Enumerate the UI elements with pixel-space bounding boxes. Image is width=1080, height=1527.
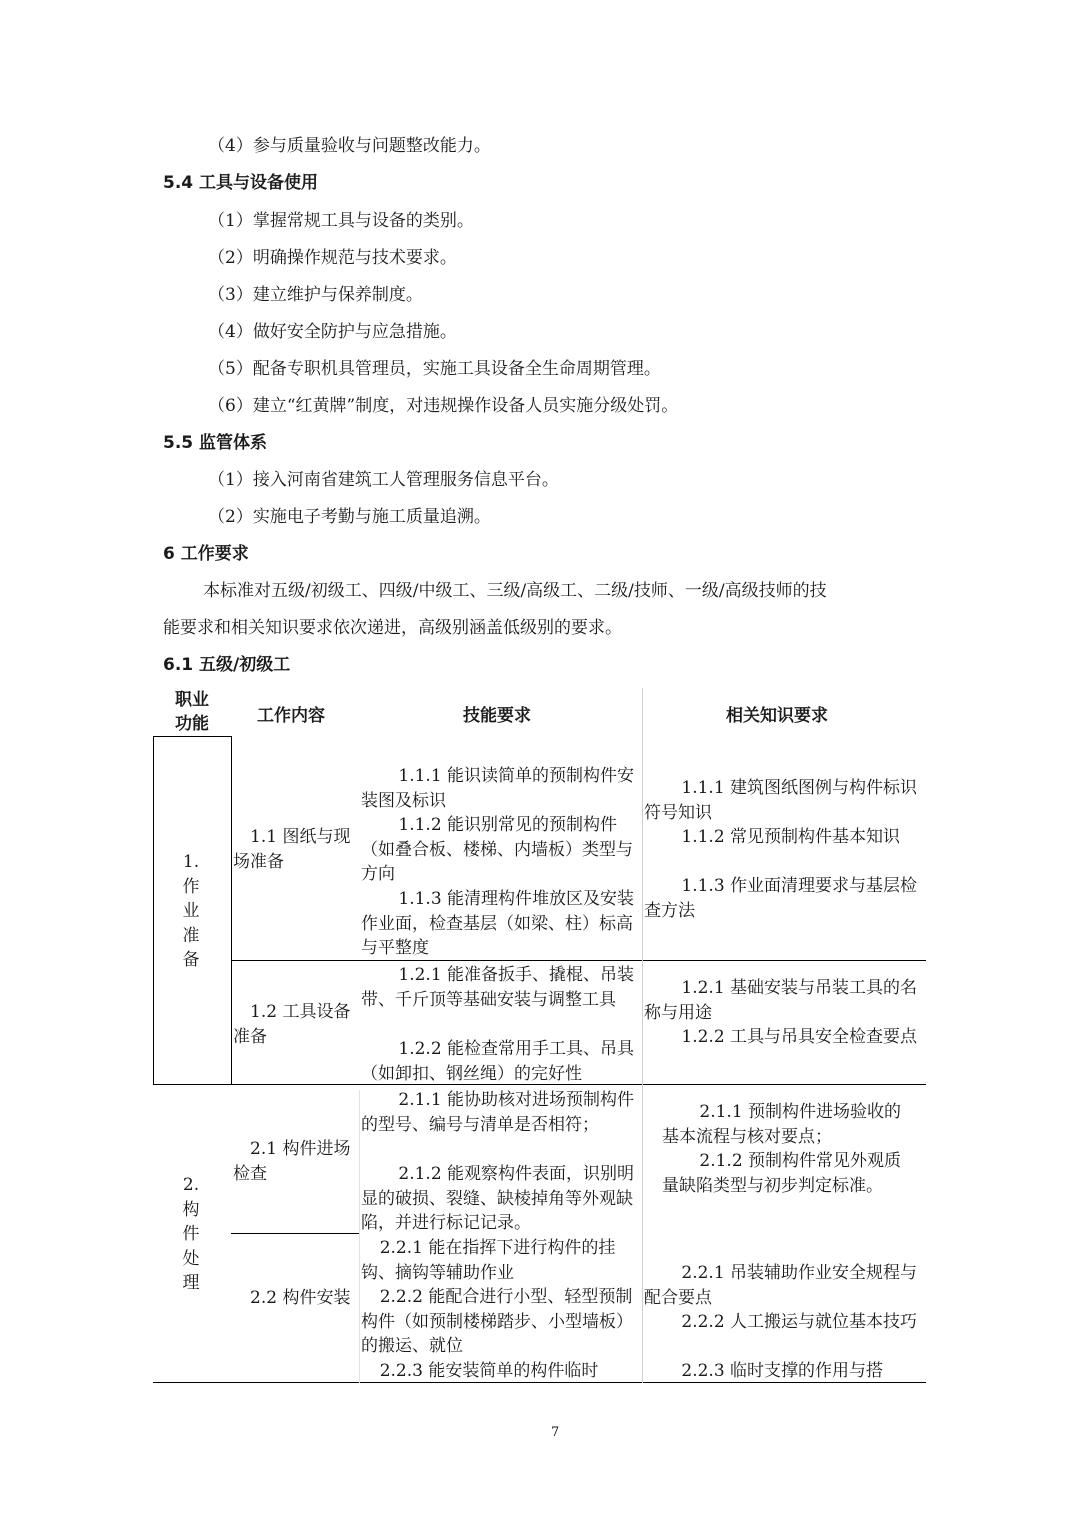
table-line	[153, 1382, 926, 1383]
paragraph-line: （3）建立维护与保养制度。	[208, 285, 423, 305]
header-function: 职业功能	[175, 690, 209, 734]
header-skill: 技能要求	[463, 706, 531, 726]
work-2-1: 2.1 构件进场检查	[233, 1139, 351, 1184]
knowledge-2-2-3: 2.2.3 临时支撑的作用与搭	[681, 1361, 884, 1381]
paragraph-line: 能要求和相关知识要求依次递进，高级别涵盖低级别的要求。	[163, 618, 622, 638]
knowledge-2-1-2: 2.1.2 预制构件常见外观质量缺陷类型与初步判定标准。	[662, 1151, 902, 1196]
skill-2-2-2: 2.2.2 能配合进行小型、轻型预制构件（如预制楼梯踏步、小型墙板）的搬运、就位	[361, 1287, 633, 1356]
knowledge-1-2-2: 1.2.2 工具与吊具安全检查要点	[681, 1027, 918, 1047]
work-1-2: 1.2 工具设备准备	[233, 1002, 351, 1047]
work-2-2: 2.2 构件安装	[250, 1288, 351, 1308]
function-1: 1.作业准备	[182, 852, 200, 970]
section-heading-5-4: 5.4 工具与设备使用	[163, 173, 319, 193]
header-content: 工作内容	[257, 706, 325, 726]
page-number: 7	[551, 1425, 560, 1440]
table-line	[642, 688, 643, 1383]
paragraph-line: （5）配备专职机具管理员，实施工具设备全生命周期管理。	[208, 359, 661, 379]
knowledge-2-1-1: 2.1.1 预制构件进场验收的基本流程与核对要点；	[662, 1102, 902, 1147]
knowledge-2-2-1: 2.2.1 吊装辅助作业安全规程与配合要点	[644, 1263, 918, 1308]
knowledge-1-2-1: 1.2.1 基础安装与吊装工具的名称与用途	[644, 978, 918, 1023]
table-line	[359, 1090, 360, 1383]
skill-1-2-2: 1.2.2 能检查常用手工具、吊具（如卸扣、钢丝绳）的完好性	[361, 1039, 635, 1084]
paragraph-line: （4）做好安全防护与应急措施。	[208, 322, 457, 342]
table-line	[153, 736, 232, 737]
section-heading-5-5: 5.5 监管体系	[163, 433, 268, 453]
skill-1-2-1: 1.2.1 能准备扳手、撬棍、吊装带、千斤顶等基础安装与调整工具	[361, 965, 635, 1010]
knowledge-1-1-2: 1.1.2 常见预制构件基本知识	[681, 827, 901, 847]
skill-1-1-2: 1.1.2 能识别常见的预制构件（如叠合板、楼梯、内墙板）类型与方向	[361, 815, 633, 884]
knowledge-2-2-2: 2.2.2 人工搬运与就位基本技巧	[681, 1312, 918, 1332]
knowledge-1-1-1: 1.1.1 建筑图纸图例与构件标识符号知识	[644, 778, 918, 823]
paragraph-line: 本标准对五级/初级工、四级/中级工、三级/高级工、二级/技师、一级/高级技师的技	[203, 581, 827, 601]
table-line	[153, 736, 154, 1085]
section-heading-6: 6 工作要求	[163, 544, 249, 564]
section-heading-6-1: 6.1 五级/初级工	[163, 655, 291, 675]
paragraph-line: （1）掌握常规工具与设备的类别。	[208, 211, 474, 231]
table-line	[231, 736, 232, 1085]
paragraph-line: （2）明确操作规范与技术要求。	[208, 248, 457, 268]
skill-1-1-3: 1.1.3 能清理构件堆放区及安装作业面，检查基层（如梁、柱）标高与平整度	[361, 889, 635, 958]
paragraph-line: （1）接入河南省建筑工人管理服务信息平台。	[208, 470, 559, 490]
paragraph-line: （4）参与质量验收与问题整改能力。	[208, 136, 491, 156]
paragraph-line: （6）建立“红黄牌”制度，对违规操作设备人员实施分级处罚。	[208, 396, 679, 416]
header-knowledge: 相关知识要求	[726, 706, 828, 726]
skill-1-1-1: 1.1.1 能识读简单的预制构件安装图及标识	[361, 766, 635, 811]
skill-2-1-1: 2.1.1 能协助核对进场预制构件的型号、编号与清单是否相符；	[361, 1090, 635, 1135]
table-line	[231, 1233, 359, 1234]
skill-2-2-3: 2.2.3 能安装简单的构件临时	[379, 1361, 599, 1381]
work-1-1: 1.1 图纸与现场准备	[233, 827, 351, 872]
knowledge-1-1-3: 1.1.3 作业面清理要求与基层检查方法	[644, 876, 918, 921]
paragraph-line: （2）实施电子考勤与施工质量追溯。	[208, 507, 491, 527]
function-2: 2.构件处理	[182, 1175, 200, 1293]
skill-2-2-1: 2.2.1 能在指挥下进行构件的挂钩、摘钩等辅助作业	[361, 1238, 616, 1283]
skill-2-1-2: 2.1.2 能观察构件表面，识别明显的破损、裂缝、缺棱掉角等外观缺陷，并进行标记记录。	[361, 1164, 635, 1233]
